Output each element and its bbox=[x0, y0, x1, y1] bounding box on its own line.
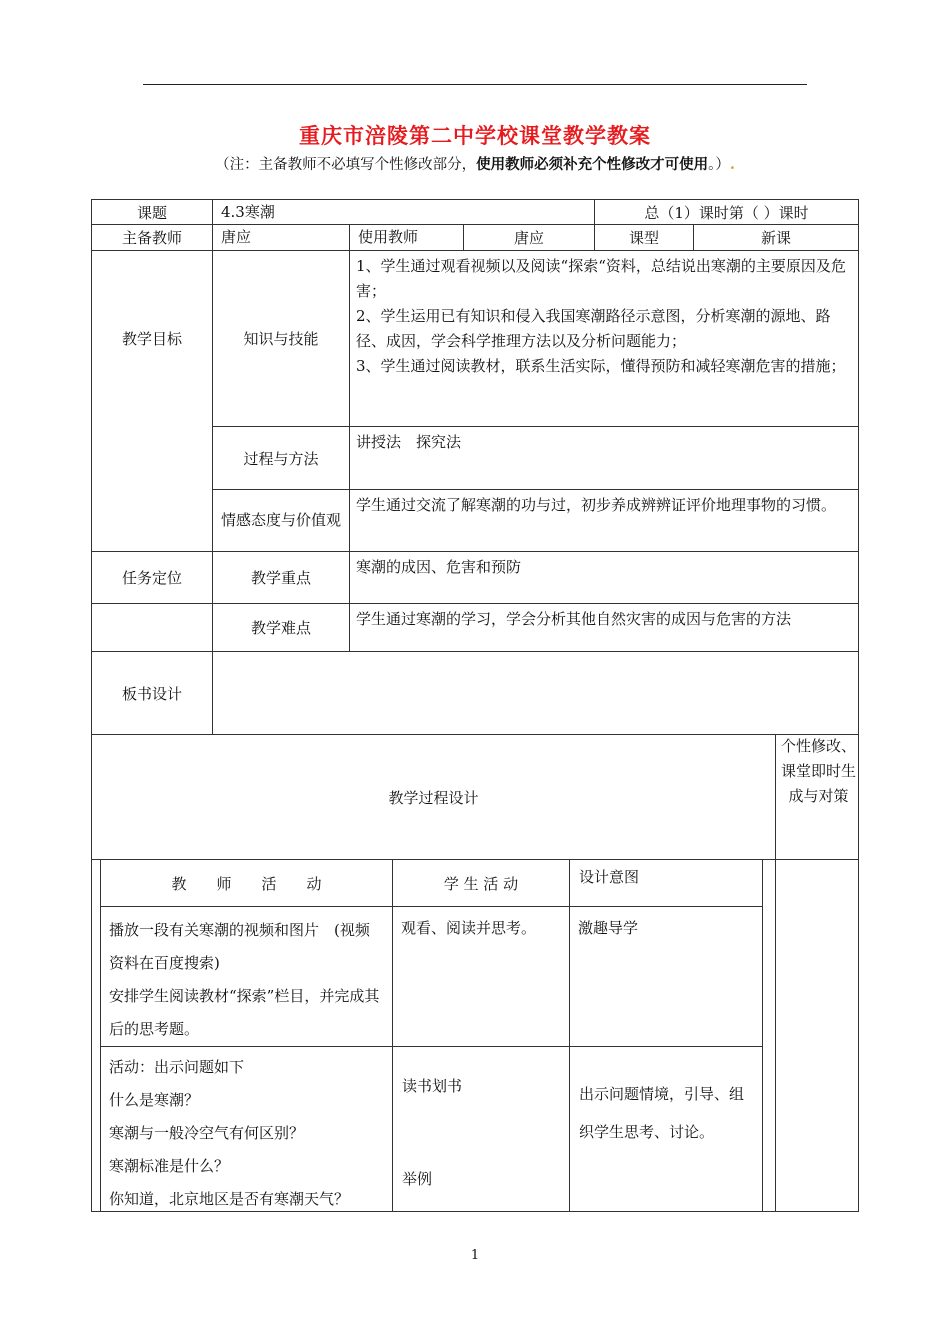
student-activity-row bbox=[392, 906, 570, 1047]
teacher-activity-header: 教 师 活 动 bbox=[100, 859, 393, 907]
teacher-activity-line: 播放一段有关寒潮的视频和图片 (视频资料在百度搜索) bbox=[109, 921, 370, 972]
lesson-type-label: 课型 bbox=[594, 224, 694, 251]
using-teacher-label: 使用教师 bbox=[349, 224, 464, 251]
key-point-value: 寒潮的成因、危害和预防 bbox=[349, 551, 859, 604]
topic-label: 课题 bbox=[91, 199, 213, 225]
using-teacher-value: 唐应 bbox=[463, 224, 595, 251]
process-method-value: 讲授法 探究法 bbox=[349, 426, 859, 490]
knowledge-item: 3、学生通过阅读教材，联系生活实际，懂得预防和减轻寒潮危害的措施； bbox=[356, 357, 846, 375]
main-teacher-label: 主备教师 bbox=[91, 224, 213, 251]
lesson-type-value: 新课 bbox=[693, 224, 859, 251]
difficult-point-label: 教学难点 bbox=[212, 603, 350, 652]
student-activity-row bbox=[392, 1046, 570, 1212]
teacher-activity-row bbox=[100, 906, 393, 1047]
main-teacher-value: 唐应 bbox=[212, 224, 350, 251]
page-title: 重庆市涪陵第二中学校课堂教学教案 bbox=[299, 123, 651, 148]
process-design-label: 教学过程设计 bbox=[91, 734, 776, 860]
key-point-label: 教学重点 bbox=[212, 551, 350, 604]
knowledge-label: 知识与技能 bbox=[212, 250, 350, 427]
page-number: 1 bbox=[470, 1248, 480, 1263]
difficult-point-value: 学生通过寒潮的学习，学会分析其他自然灾害的成因与危害的方法 bbox=[349, 603, 859, 652]
note-suffix: 。） bbox=[708, 157, 730, 173]
attitude-value: 学生通过交流了解寒潮的功与过，初步养成辨辨证评价地理事物的习惯。 bbox=[349, 489, 859, 552]
design-intent-header: 设计意图 bbox=[569, 859, 763, 907]
header-note: （注：主备教师不必填写个性修改部分，使用教师必须补充个性修改才可使用。）. bbox=[215, 156, 735, 173]
knowledge-item: 1、学生通过观看视频以及阅读“探索“资料，总结说出寒潮的主要原因及危害； bbox=[356, 257, 846, 300]
student-activity-line: 读书划书 bbox=[402, 1077, 463, 1095]
process-method-label: 过程与方法 bbox=[212, 426, 350, 490]
task-label: 任务定位 bbox=[91, 551, 213, 604]
note-prefix: （注：主备教师不必填写个性修改部分， bbox=[215, 157, 477, 173]
header-rule bbox=[143, 84, 807, 85]
teacher-activity-line: 什么是寒潮？ bbox=[109, 1091, 200, 1109]
board-design-label: 板书设计 bbox=[91, 651, 213, 735]
knowledge-item: 2、学生运用已有知识和侵入我国寒潮路径示意图，分析寒潮的源地、路径、成因，学会科学推理方法以及分析问题能力； bbox=[356, 307, 831, 350]
design-intent-row: 出示问题情境，引导、组织学生思考、讨论。 bbox=[569, 1046, 763, 1212]
topic-value: 4.3寒潮 bbox=[212, 199, 595, 225]
note-bold: 使用教师必须补充个性修改才可使用 bbox=[476, 156, 709, 173]
teacher-activity-row bbox=[100, 1046, 393, 1212]
teacher-activity-line: 安排学生阅读教材“探索”栏目，并完成其后的思考题。 bbox=[109, 987, 380, 1038]
student-activity-line: 观看、阅读并思考。 bbox=[401, 919, 537, 937]
teacher-activity-line: 你知道，北京地区是否有寒潮天气？ bbox=[109, 1190, 350, 1208]
design-intent-row: 激趣导学 bbox=[569, 906, 763, 1047]
student-activity-line: 举例 bbox=[402, 1170, 433, 1188]
side-column-label: 个性修改、课堂即时生成与对策 bbox=[780, 737, 856, 805]
objectives-label: 教学目标 bbox=[91, 250, 213, 552]
student-activity-header: 学 生 活 动 bbox=[392, 859, 570, 907]
task-label-continuation bbox=[91, 603, 213, 652]
attitude-label: 情感态度与价值观 bbox=[212, 489, 350, 552]
teacher-activity-line: 寒潮标准是什么？ bbox=[109, 1157, 230, 1175]
side-column-body bbox=[775, 859, 859, 1212]
teacher-activity-line: 寒潮与一般冷空气有何区别？ bbox=[109, 1124, 305, 1142]
hours-text: 总（1）课时第（ ）课时 bbox=[594, 199, 859, 225]
knowledge-content bbox=[349, 250, 859, 427]
board-design-content bbox=[212, 651, 859, 735]
teacher-activity-line: 活动：出示问题如下 bbox=[109, 1058, 245, 1076]
